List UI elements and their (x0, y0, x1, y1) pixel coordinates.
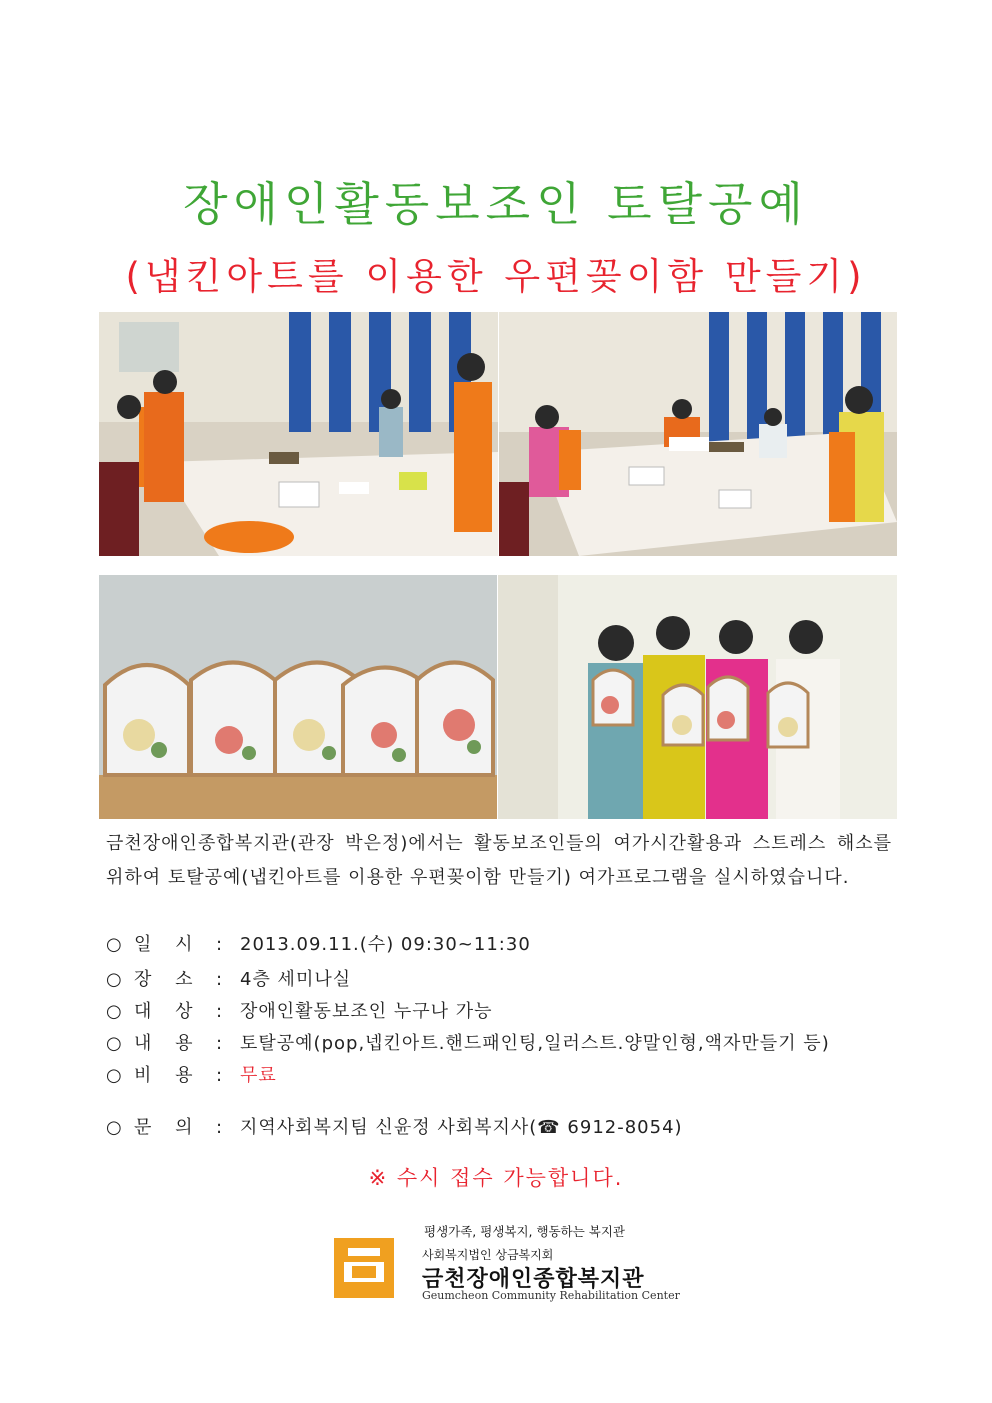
photo-craft-holders (99, 575, 497, 819)
page-subtitle: (냅킨아트를 이용한 우편꽂이함 만들기) (125, 255, 867, 298)
detail-label: 문 의 (134, 1117, 202, 1138)
detail-date (106, 930, 531, 956)
detail-label: 일 시 (134, 934, 202, 955)
detail-label: 장 소 (134, 969, 202, 990)
detail-value: 토탈공예(pop,넵킨아트.핸드패인팅,일러스트.양말인형,액자만들기 등) (240, 1033, 830, 1054)
detail-value: 4층 세미나실 (240, 969, 352, 990)
detail-label: 비 용 (134, 1065, 202, 1086)
detail-label: 대 상 (134, 1001, 202, 1022)
detail-colon: : (216, 1033, 224, 1054)
detail-contact (106, 1113, 683, 1139)
org-english-name: Geumcheon Community Rehabilitation Center (422, 1289, 680, 1302)
detail-value: 지역사회복지팀 신윤정 사회복지사(☎ 6912-8054) (240, 1117, 683, 1138)
photo-class-2 (499, 312, 897, 556)
detail-colon: : (216, 934, 224, 955)
detail-cost (106, 1061, 277, 1087)
detail-colon: : (216, 969, 224, 990)
bullet-icon: ○ (106, 1001, 123, 1022)
photo-group (498, 575, 897, 819)
bullet-icon: ○ (106, 1065, 123, 1086)
bullet-icon: ○ (106, 1033, 123, 1054)
detail-value: 2013.09.11.(수) 09:30~11:30 (240, 934, 531, 955)
detail-colon: : (216, 1117, 224, 1138)
detail-colon: : (216, 1065, 224, 1086)
photo-class-1 (99, 312, 498, 556)
detail-target (106, 997, 493, 1023)
notice-text: ※ 수시 접수 가능합니다. (368, 1166, 624, 1190)
detail-value: 무료 (240, 1065, 277, 1086)
slogan: 평생가족, 평생복지, 행동하는 복지관 (424, 1224, 625, 1239)
org-subtitle: 사회복지법인 상금복지회 (422, 1248, 554, 1262)
detail-value: 장애인활동보조인 누구나 가능 (240, 1001, 493, 1022)
bullet-icon: ○ (106, 969, 123, 990)
bullet-icon: ○ (106, 934, 123, 955)
intro-paragraph: 금천장애인종합복지관(관장 박은정)에서는 활동보조인들의 여가시간활용과 스트레스 해소를 위하여 토탈공예(냅킨아트를 이용한 우편꽂이함 만들기) 여가프로그램을 실시하였습니다. (106, 833, 892, 888)
org-logo-icon (334, 1238, 394, 1298)
page-title: 장애인활동보조인 토탈공예 (183, 177, 809, 231)
detail-label: 내 용 (134, 1033, 202, 1054)
detail-place (106, 965, 351, 991)
detail-content (106, 1029, 830, 1055)
detail-colon: : (216, 1001, 224, 1022)
org-name: 금천장애인종합복지관 (422, 1267, 645, 1292)
bullet-icon: ○ (106, 1117, 123, 1138)
